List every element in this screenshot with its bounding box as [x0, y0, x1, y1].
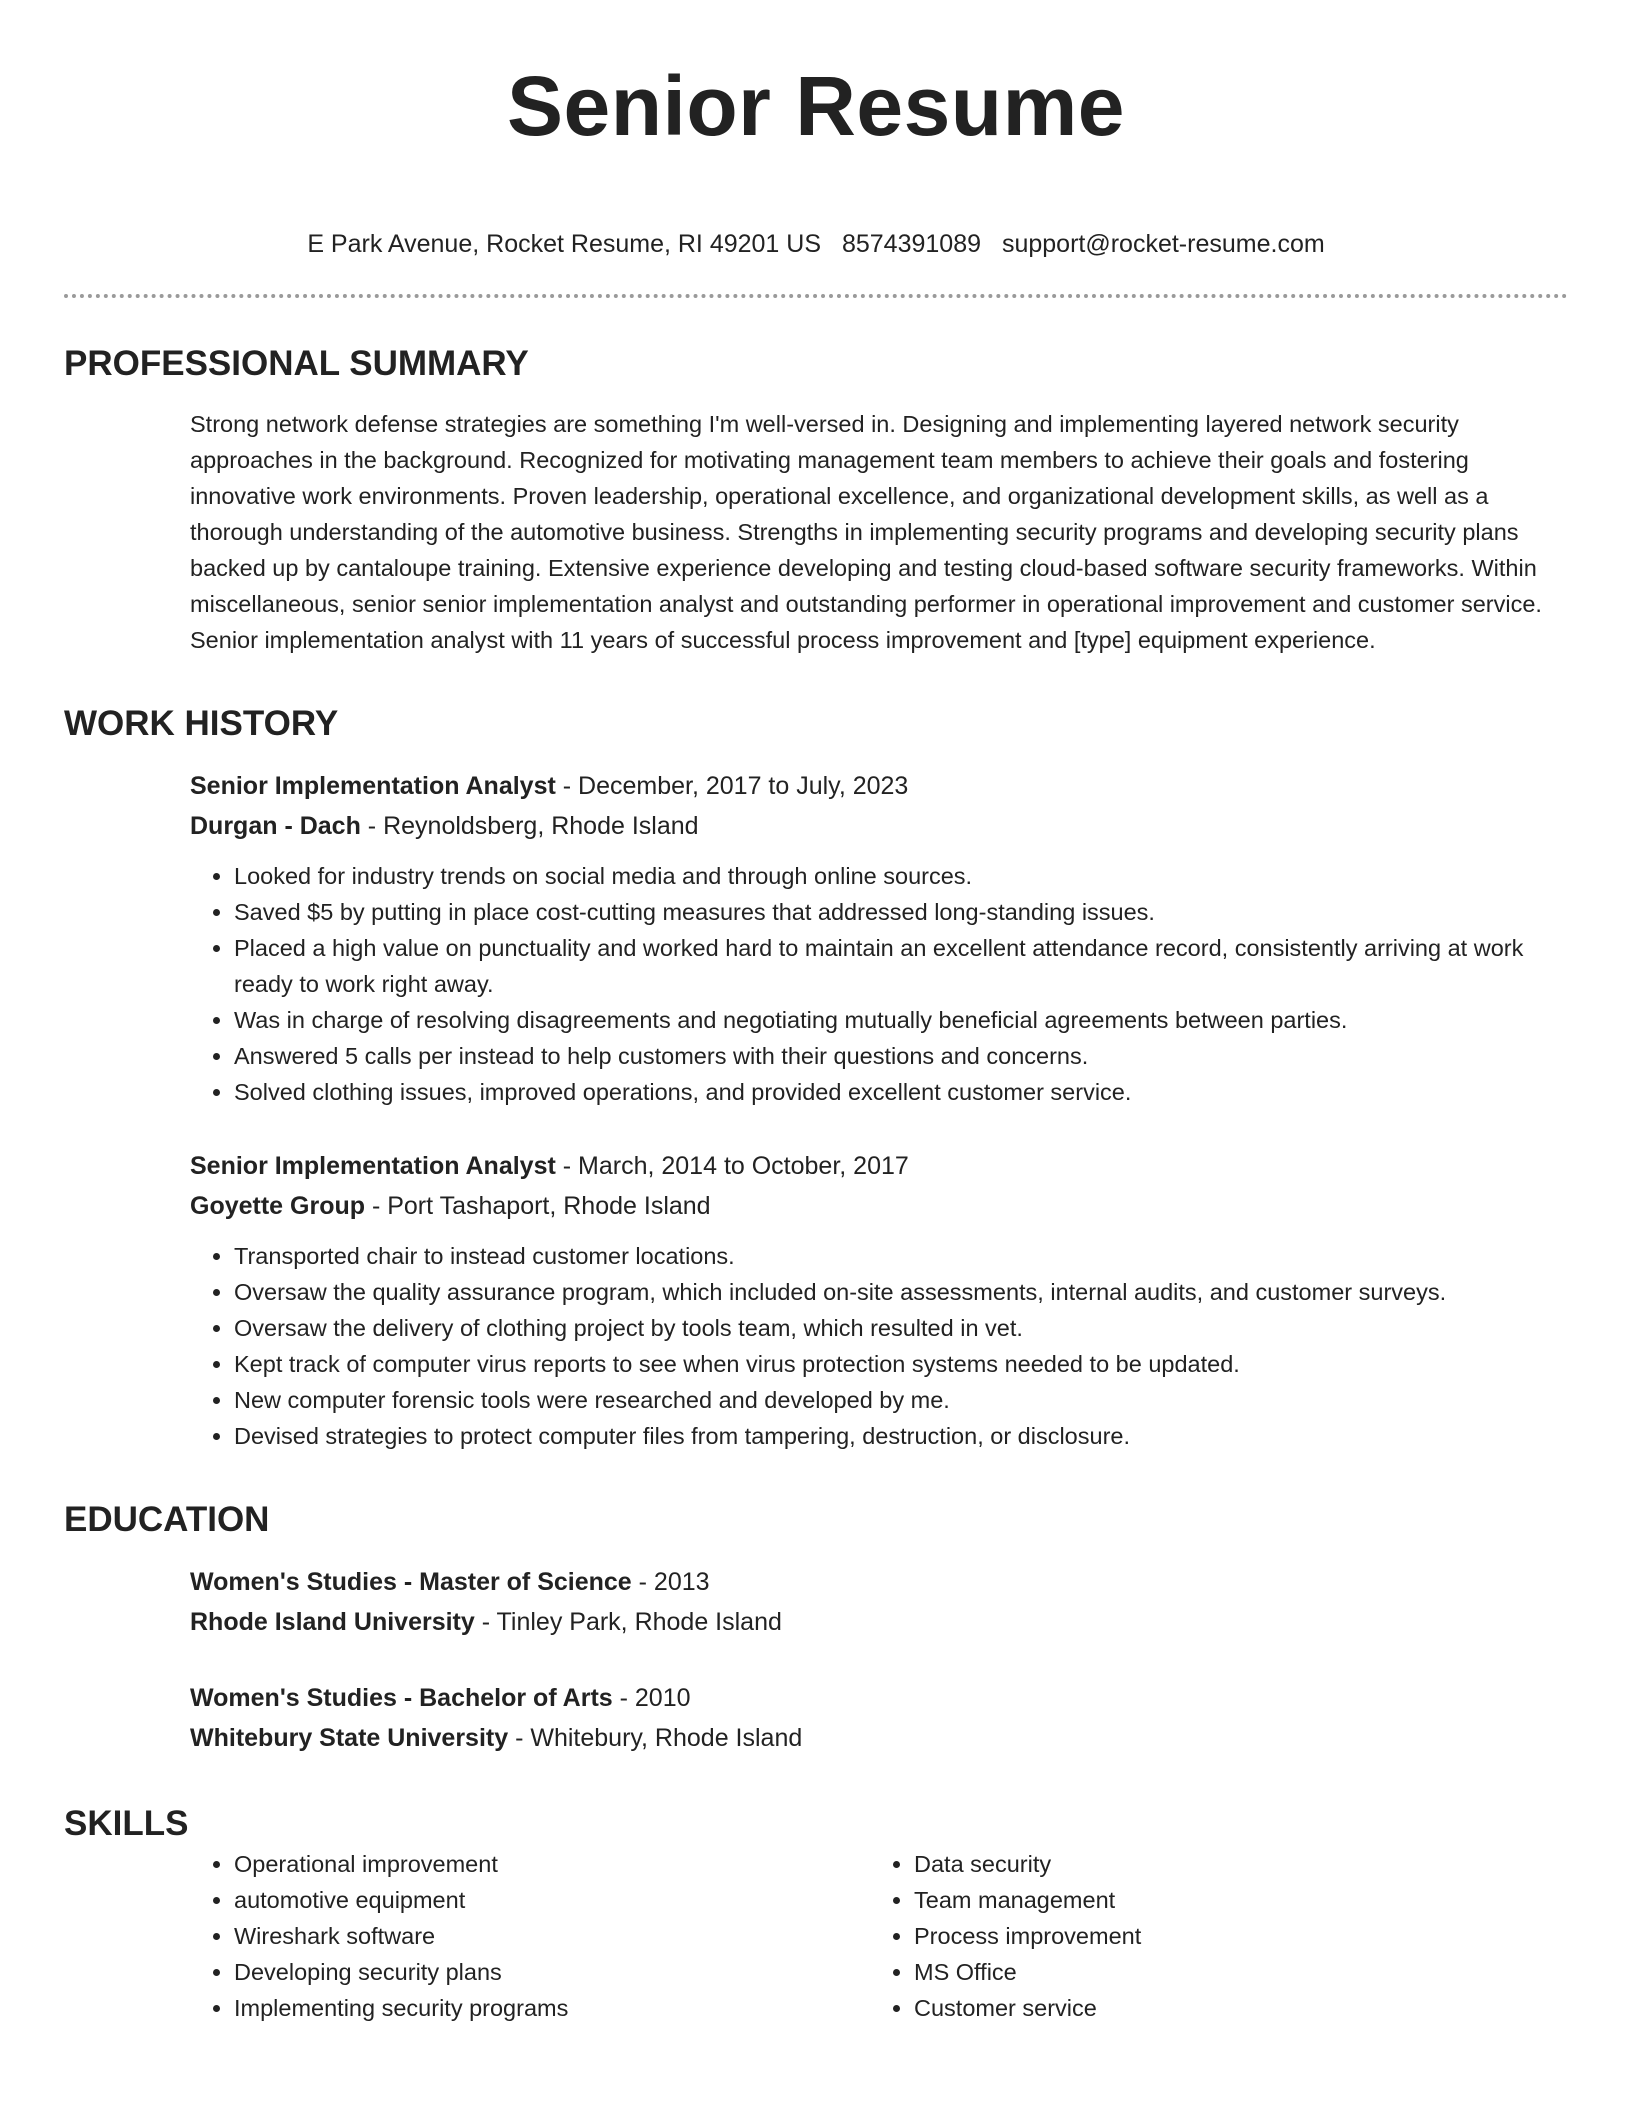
- school-line: [190, 1718, 1568, 1758]
- skill-item: • Data security: [914, 1846, 1550, 1882]
- job-entry: [190, 766, 1568, 1110]
- skill-item: • Implementing security programs: [234, 1990, 870, 2026]
- summary-title: PROFESSIONAL SUMMARY: [64, 344, 529, 383]
- education-title: EDUCATION: [64, 1500, 270, 1539]
- education-body: [190, 1562, 1568, 1758]
- job-role: Senior Implementation Analyst: [190, 772, 556, 800]
- school-line: [190, 1602, 1568, 1642]
- skill-item: • MS Office: [914, 1954, 1550, 1990]
- degree-year: - 2013: [631, 1568, 710, 1596]
- school-location: - Whitebury, Rhode Island: [508, 1724, 803, 1752]
- list-item: • Kept track of computer virus reports to see when virus protection systems needed to be updated.: [234, 1346, 1568, 1382]
- skills-title: SKILLS: [64, 1804, 189, 1843]
- school-name: Whitebury State University: [190, 1724, 509, 1752]
- job-title-line: [190, 766, 1568, 806]
- list-item: • New computer forensic tools were researched and developed by me.: [234, 1382, 1568, 1418]
- list-item: • Oversaw the quality assurance program, which included on-site assessments, internal audits, and customer surveys.: [234, 1274, 1568, 1310]
- skills-body: [190, 1846, 1568, 2026]
- degree-name: Women's Studies - Bachelor of Arts: [190, 1684, 613, 1712]
- header-divider: [64, 294, 1568, 298]
- list-item: • Saved $5 by putting in place cost-cutting measures that addressed long-standing issues.: [234, 894, 1568, 930]
- school-location: - Tinley Park, Rhode Island: [474, 1608, 782, 1636]
- candidate-name: Senior Resume: [506, 59, 1126, 153]
- skill-item: • Customer service: [914, 1990, 1550, 2026]
- school-name: Rhode Island University: [190, 1608, 475, 1636]
- job-location: - Port Tashaport, Rhode Island: [365, 1192, 711, 1220]
- list-item: • Transported chair to instead customer locations.: [234, 1238, 1568, 1274]
- job-company: Goyette Group: [190, 1192, 366, 1220]
- contact-line: [64, 228, 1568, 260]
- job-dates: - March, 2014 to October, 2017: [555, 1152, 909, 1180]
- skills-list-left: [190, 1846, 870, 2026]
- education-entry: [190, 1678, 1568, 1758]
- job-entry: [190, 1146, 1568, 1454]
- job-company-line: [190, 1186, 1568, 1226]
- list-item: • Placed a high value on punctuality and worked hard to maintain an excellent attendance record, consistently arriving at work ready to work right away.: [234, 930, 1568, 1002]
- list-item: • Looked for industry trends on social media and through online sources.: [234, 858, 1568, 894]
- skill-item: • Operational improvement: [234, 1846, 870, 1882]
- education-section: [64, 1498, 1568, 1758]
- list-item: • Solved clothing issues, improved operations, and provided excellent customer service.: [234, 1074, 1568, 1110]
- skill-item: • Team management: [914, 1882, 1550, 1918]
- work-history-section: [64, 702, 1568, 1454]
- work-history-body: [190, 766, 1568, 1454]
- contact-address: E Park Avenue, Rocket Resume, RI 49201 US: [307, 230, 822, 258]
- job-bullets: [190, 858, 1568, 1110]
- job-bullets: [190, 1238, 1568, 1454]
- degree-name: Women's Studies - Master of Science: [190, 1568, 632, 1596]
- degree-line: [190, 1678, 1568, 1718]
- skills-section: [64, 1802, 1568, 2026]
- summary-text: Strong network defense strategies are something I'm well-versed in. Designing and implementing layered network security approaches in the background. Recognized for motivating management team members to achieve their goals and fostering innovative work environments. Proven leadership, operational excellence, and organizational development skills, as well as a thorough understanding of the automotive business. Strengths in implementing security programs and developing security plans backed up by cantaloupe training. Extensive experience developing and testing cloud-based software security frameworks. Within miscellaneous, senior senior implementation analyst and outstanding performer in operational improvement and customer service. Senior implementation analyst with 11 years of successful process improvement and [type] equipment experience.: [190, 411, 1542, 653]
- job-role: Senior Implementation Analyst: [190, 1152, 556, 1180]
- job-company-line: [190, 806, 1568, 846]
- list-item: • Oversaw the delivery of clothing project by tools team, which resulted in vet.: [234, 1310, 1568, 1346]
- skill-item: • Process improvement: [914, 1918, 1550, 1954]
- job-title-line: [190, 1146, 1568, 1186]
- skills-list-right: [870, 1846, 1550, 2026]
- job-company: Durgan - Dach: [190, 812, 361, 840]
- resume-header: [64, 0, 1568, 298]
- skill-item: • automotive equipment: [234, 1882, 870, 1918]
- contact-email: support@rocket-resume.com: [1001, 230, 1325, 258]
- work-history-title: WORK HISTORY: [64, 704, 339, 743]
- job-location: - Reynoldsberg, Rhode Island: [360, 812, 699, 840]
- degree-line: [190, 1562, 1568, 1602]
- degree-year: - 2010: [612, 1684, 691, 1712]
- education-entry: [190, 1562, 1568, 1642]
- list-item: • Was in charge of resolving disagreements and negotiating mutually beneficial agreements between parties.: [234, 1002, 1568, 1038]
- contact-phone: 8574391089: [841, 230, 982, 258]
- skill-item: • Developing security plans: [234, 1954, 870, 1990]
- summary-section: [64, 342, 1568, 658]
- skill-item: • Wireshark software: [234, 1918, 870, 1954]
- summary-body: [190, 406, 1568, 658]
- list-item: • Devised strategies to protect computer files from tampering, destruction, or disclosure.: [234, 1418, 1568, 1454]
- list-item: • Answered 5 calls per instead to help customers with their questions and concerns.: [234, 1038, 1568, 1074]
- job-dates: - December, 2017 to July, 2023: [555, 772, 909, 800]
